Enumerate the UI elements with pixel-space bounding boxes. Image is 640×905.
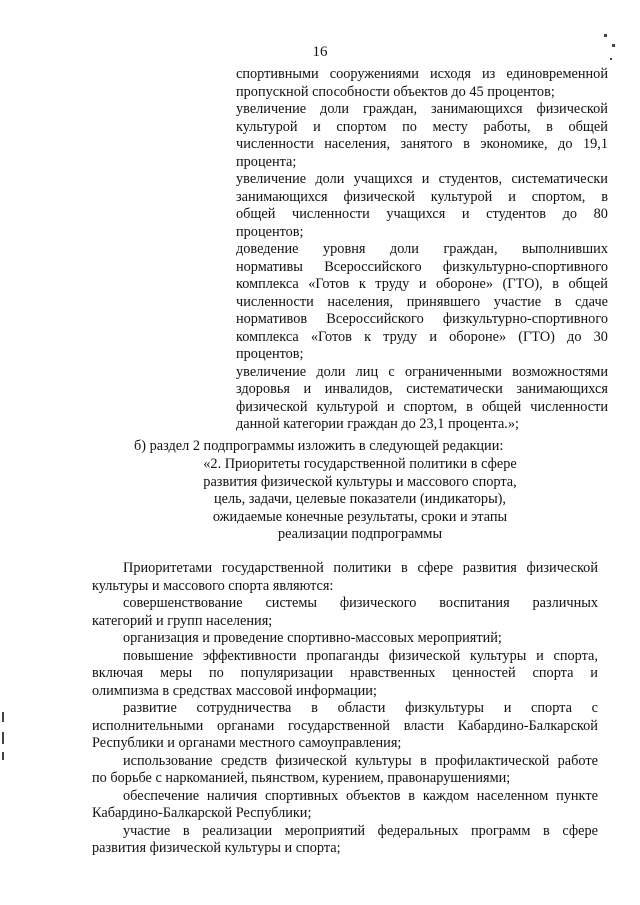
word: сооружениями [329, 66, 419, 82]
word: учащихся [386, 206, 446, 222]
body-text [92, 560, 598, 858]
indicator-line [236, 276, 608, 294]
word: реализации [202, 822, 273, 839]
word: доли [316, 363, 346, 380]
word: спортом, [531, 188, 586, 205]
heading-line: «2. Приоритеты государственной политики в сфере [203, 456, 517, 472]
word: и [313, 118, 321, 135]
word: населения, [327, 293, 394, 310]
word: мероприятий [284, 822, 366, 839]
word: систематически [406, 381, 503, 397]
word: сфере [562, 822, 598, 839]
word: популяризации [240, 665, 334, 681]
body-line: культуры и массового спорта являются: [92, 577, 334, 594]
indicator-line [236, 119, 608, 137]
word: и [418, 276, 427, 292]
word: доведение [236, 241, 299, 257]
indicator-line [236, 84, 608, 102]
word: культурой [316, 398, 378, 415]
word: Приоритетами [123, 560, 213, 576]
word: в [466, 398, 473, 415]
word: учащихся [353, 171, 413, 187]
indicator-line [236, 259, 608, 277]
word: в [408, 787, 416, 804]
word: спорта, [553, 647, 598, 664]
indicator-line [236, 171, 608, 189]
word: в [463, 136, 470, 152]
word: сдаче [575, 293, 608, 310]
word: физкультурно-спортивного [442, 311, 608, 327]
scan-mark-top-right-2 [612, 44, 615, 47]
word: органами [217, 717, 275, 734]
body-line: категорий и групп населения; [92, 612, 273, 629]
word: увеличение [236, 101, 307, 117]
scan-mark-left-1 [2, 712, 4, 722]
word: процента; [236, 153, 297, 170]
word: общей [568, 118, 608, 135]
word: сотрудничества [196, 700, 292, 716]
indicator-line [236, 101, 608, 119]
word: спортивных [265, 787, 339, 804]
page-number: 16 [312, 44, 328, 60]
indicator-line [236, 136, 608, 154]
section-b-intro-text: б) раздел 2 подпрограммы изложить в следующей редакции: [134, 438, 504, 454]
word: месту [432, 118, 468, 135]
word: включая [92, 665, 144, 681]
indicator-line [236, 346, 608, 364]
word: в [546, 118, 553, 135]
indicator-line [236, 364, 608, 382]
word: и [421, 171, 430, 187]
word: по [208, 665, 224, 681]
body-line [123, 788, 598, 806]
body-line [123, 700, 598, 718]
word: физической [536, 101, 608, 117]
word: области [337, 700, 386, 716]
word: физкультуры [405, 700, 484, 716]
word: «Готов [310, 328, 352, 345]
word: власти [403, 717, 444, 734]
heading-line: ожидаемые конечные результаты, сроки и этапы [212, 508, 508, 525]
word: воспитания [439, 595, 510, 611]
word: участие [123, 822, 171, 839]
word: до [558, 136, 573, 152]
section-heading [170, 456, 550, 544]
section-b-intro [134, 438, 554, 456]
body-line [92, 665, 598, 683]
word: граждан, [443, 241, 498, 257]
word: принявшего [406, 293, 481, 310]
word: пункте [556, 787, 598, 804]
body-line [123, 560, 598, 578]
word: общей [568, 276, 608, 292]
word: культуры [355, 752, 412, 769]
word: граждан, [362, 101, 418, 117]
word: в [554, 293, 562, 310]
word: к [364, 328, 372, 345]
word: с [591, 700, 598, 716]
word: государственной [288, 717, 390, 734]
word: различных [532, 595, 598, 611]
word: к [358, 276, 366, 292]
word: культурой [236, 118, 298, 135]
word: населенном [476, 787, 549, 804]
word: занимающихся [236, 188, 328, 205]
word: использование [123, 752, 213, 769]
word: и [536, 647, 544, 664]
word: и [386, 398, 395, 415]
body-line: организация и проведение спортивно-массовых мероприятий; [123, 630, 502, 646]
word: физической [526, 560, 598, 576]
word: доли [320, 101, 350, 117]
word: студентов, [438, 171, 503, 187]
heading-line: реализации подпрограммы [277, 526, 443, 542]
word: ограниченными [404, 363, 502, 380]
word: обеспечение [123, 787, 200, 804]
word: физкультурно-спортивного [442, 258, 608, 275]
word: спортом, [403, 398, 458, 415]
word: до [567, 328, 582, 345]
word: лиц [355, 363, 379, 380]
word: и [508, 188, 516, 205]
word: спорта [532, 665, 574, 681]
word: увеличение [236, 171, 307, 187]
indicator-line [236, 241, 608, 259]
word: общей [481, 398, 522, 415]
word: и [590, 665, 598, 681]
word: сфере [417, 560, 454, 576]
word: с [388, 363, 395, 380]
word: труду [383, 328, 418, 345]
word: здоровья [236, 381, 290, 397]
word: процентов; [236, 346, 304, 362]
word: данной категории граждан до 23,1 процента.»; [236, 416, 520, 432]
body-line [123, 823, 598, 841]
indicator-line [236, 189, 608, 207]
word: в [182, 822, 190, 839]
word: выполнивших [522, 241, 608, 257]
indicator-line [236, 66, 608, 84]
word: единовременной [506, 66, 608, 82]
body-line [123, 648, 598, 666]
word: культурой [430, 188, 493, 205]
word: средств [220, 752, 268, 769]
word: исходя [429, 66, 471, 82]
word: объектов [345, 787, 401, 804]
word: повышение [123, 647, 194, 664]
indicator-line [236, 381, 608, 399]
heading-line: развития физической культуры и массового спорта, [203, 473, 517, 490]
word: профилактической [435, 752, 550, 769]
word: доли [315, 171, 345, 187]
indicator-line [236, 399, 608, 417]
word: численности [292, 206, 370, 222]
indicator-line [236, 224, 608, 242]
word: и [503, 700, 512, 716]
word: Всероссийского [326, 311, 424, 327]
word: в [601, 188, 608, 205]
indicator-line [236, 294, 608, 312]
word: в [543, 822, 550, 839]
word: 80 [593, 206, 608, 222]
word: физической [343, 188, 415, 205]
word: в [552, 276, 559, 292]
word: «Готов [308, 276, 350, 292]
word: занятого [400, 136, 453, 152]
word: пропускной способности объектов до 45 процентов; [236, 83, 555, 100]
word: системы [265, 595, 318, 611]
word: населения, [324, 136, 390, 152]
word: спорта [531, 700, 572, 716]
word: обороне» [435, 276, 493, 292]
indicator-line [236, 329, 608, 347]
word: комплекса [236, 328, 299, 345]
word: студентов [486, 206, 547, 222]
word: в [311, 700, 318, 716]
word: (ГТО) [518, 328, 555, 345]
word: нормативы [236, 258, 303, 275]
word: 30 [593, 328, 608, 345]
scan-mark-top-right-3 [610, 58, 612, 60]
indicators-block [236, 66, 608, 434]
word: развитие [123, 700, 177, 716]
word: до [562, 206, 578, 222]
word: возможностями [512, 363, 608, 380]
word: и [429, 328, 437, 345]
indicator-line [236, 154, 608, 172]
word: в [419, 752, 427, 769]
indicator-line [236, 206, 608, 224]
word: из [482, 66, 496, 82]
word: инвалидов, [324, 381, 393, 397]
word: экономике, [480, 136, 548, 152]
word: федеральных [377, 822, 459, 839]
word: уровня [323, 241, 366, 257]
word: занимающихся [430, 101, 523, 117]
word: спортивными [236, 66, 319, 82]
word: и [461, 206, 470, 222]
word: труду [375, 276, 410, 292]
word: меры [159, 665, 193, 681]
body-line: Кабардино-Балкарской Республики; [92, 805, 312, 821]
word: физической [236, 398, 308, 415]
body-line: по борьбе с наркоманией, пьянством, курением, правонарушениями; [92, 770, 511, 786]
word: общей [236, 206, 276, 222]
word: исполнительными [92, 717, 204, 734]
word: нормативов [236, 311, 308, 327]
word: по [402, 118, 417, 135]
body-line: Республики и органами местного самоуправления; [92, 735, 402, 751]
word: эффективности [202, 647, 297, 664]
word: физической [388, 647, 461, 664]
word: комплекса [236, 276, 299, 292]
word: доли [389, 241, 419, 257]
word: в [401, 560, 408, 576]
word: работы, [483, 118, 531, 135]
word: 19,1 [582, 136, 608, 152]
word: численности [530, 398, 608, 415]
scan-mark-left-3 [2, 752, 4, 760]
word: государственной [221, 560, 324, 576]
scan-mark-left-2 [2, 732, 4, 744]
word: процентов; [236, 223, 304, 240]
word: ценностей [452, 665, 516, 681]
word: и [303, 381, 312, 397]
body-line: олимпизма в средствах массовой информации; [92, 682, 377, 699]
word: наличия [206, 787, 258, 804]
heading-line: цель, задачи, целевые показатели (индикаторы), [213, 491, 507, 507]
word: спортом [336, 118, 387, 135]
word: систематически [511, 171, 608, 187]
word: работе [557, 752, 598, 769]
body-line: развития физической культуры и спорта; [92, 840, 341, 856]
indicator-line [236, 311, 608, 329]
word: физического [339, 595, 417, 611]
word: численности [236, 136, 314, 152]
body-line [92, 718, 598, 736]
word: увеличение [236, 363, 307, 380]
word: обороне» [449, 328, 507, 345]
scan-mark-top-right-1 [604, 34, 607, 37]
word: нравственных [349, 665, 436, 681]
word: культуры [470, 647, 527, 664]
body-line [123, 753, 598, 771]
word: совершенствование [123, 595, 243, 611]
word: физической [275, 752, 347, 769]
word: пропаганды [306, 647, 380, 664]
word: Кабардино-Балкарской [457, 717, 598, 734]
word: Всероссийского [324, 258, 422, 275]
word: политики [333, 560, 392, 576]
word: участие [493, 293, 542, 310]
word: занимающихся [516, 381, 608, 397]
word: численности [236, 293, 314, 310]
word: развития [462, 560, 517, 576]
word: программ [470, 822, 531, 839]
body-line [123, 595, 598, 613]
indicator-line [236, 416, 608, 434]
word: (ГТО), [502, 276, 543, 292]
word: каждом [422, 787, 469, 804]
